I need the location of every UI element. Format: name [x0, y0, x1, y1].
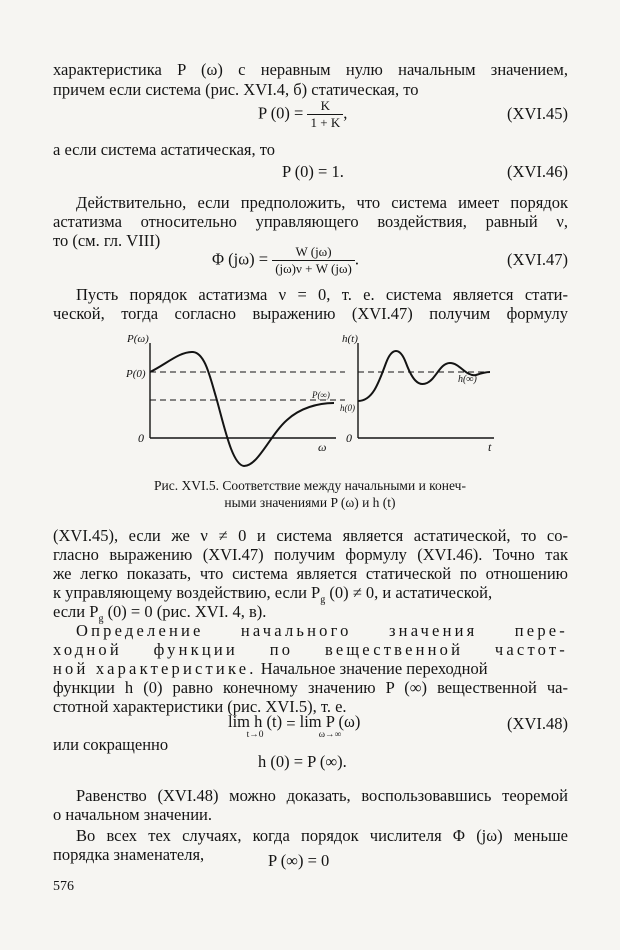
text-line: то (см. гл. VIII): [53, 231, 161, 250]
right-x-axis-label: t: [488, 440, 492, 454]
section-heading: ходной функции по вещественной частот-: [53, 640, 568, 659]
equation-pinf: P (∞) = 0: [268, 851, 330, 870]
text-line: функции h (0) равно конечному значению P (∞) вещественной ча-: [53, 678, 568, 697]
text-line: если $P_g$ (0) = 0 (рис. XVI. 4, в).: [53, 602, 267, 625]
text-line: Во всех тех случаях, когда порядок числителя Φ (jω) меньше: [76, 826, 568, 845]
text-line: Пусть порядок астатизма ν = 0, т. е. система является стати-: [76, 285, 568, 304]
text-line: причем если система (рис. XVI.4, б) статическая, то: [53, 80, 419, 99]
text-line: же легко показать, что система является статической по отношению: [53, 564, 568, 583]
text-line: ческой, тогда согласно выражению (XVI.47) получим формулу: [53, 304, 568, 323]
equation-number: (XVI.48): [507, 714, 568, 733]
right-y-axis-label: h(t): [342, 333, 358, 345]
figure-xvi5: [0, 325, 620, 475]
text-line: к управляющему воздействию, если $P_g$ (0) ≠ 0, и астатической,: [53, 583, 493, 606]
figure-caption: Рис. XVI.5. Соответствие между начальными и конеч-: [154, 478, 466, 493]
text-line: Равенство (XVI.48) можно доказать, воспользовавшись теоремой: [76, 786, 568, 805]
text-line: а если система астатическая, то: [53, 140, 276, 159]
equation-xvi45: P (0) = $\frac{K}{1 + K}$ ,: [258, 98, 348, 130]
right-hinf-label: h(∞): [458, 374, 477, 385]
left-x-axis-label: ω: [318, 440, 327, 454]
equation-number: (XVI.47): [507, 250, 568, 269]
text-line: гласно выражению (XVI.47) получим формулу (XVI.46). Точно так: [53, 545, 568, 564]
equation-h0: h (0) = P (∞).: [258, 752, 347, 771]
right-h0-label: h(0): [340, 403, 355, 413]
left-y-axis-label: P(ω): [127, 333, 149, 345]
left-zero-label: 0: [138, 431, 144, 445]
page-number: 576: [53, 879, 74, 894]
section-heading: Определение начального значения пере-: [76, 621, 568, 640]
text-line: (XVI.45), если же ν ≠ 0 и система является астатической, то со-: [53, 526, 568, 545]
equation-xvi47: Φ (jω) = $\frac{W (j\omega)}{(j\omega)\nu + W (j\omega)}$ .: [212, 244, 359, 276]
text-line: стотной характеристики (рис. XVI.5), т. е.: [53, 697, 347, 716]
text-line: астатизма относительно управляющего воздействия, равный ν,: [53, 212, 568, 231]
equation-xvi46: P (0) = 1.: [282, 162, 344, 181]
text-line: или сокращенно: [53, 735, 169, 754]
equation-number: (XVI.46): [507, 162, 568, 181]
figure-caption: ными значениями P (ω) и h (t): [224, 495, 396, 510]
p-omega-curve: [150, 352, 334, 466]
text-line: порядка знаменателя,: [53, 845, 205, 864]
equation-xvi48: lim h (t) t→0 = lim P (ω) ω→∞: [228, 712, 361, 740]
text-line: ной характеристике. Начальное значение переходной: [53, 659, 488, 678]
left-pinf-label: P(∞): [312, 390, 330, 400]
text-line: характеристика P (ω) с неравным нулю начальным значением,: [53, 60, 568, 79]
equation-number: (XVI.45): [507, 104, 568, 123]
text-line: Действительно, если предположить, что система имеет порядок: [76, 193, 568, 212]
text-line: о начальном значении.: [53, 805, 212, 824]
right-zero-label: 0: [346, 431, 352, 445]
left-p0-label: P(0): [126, 368, 146, 380]
